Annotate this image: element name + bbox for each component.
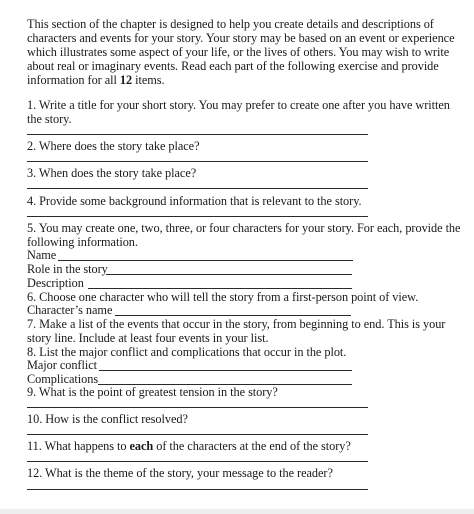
intro-line-4: about real or imaginary events. Read each part of the following exercise and provide bbox=[27, 59, 439, 73]
question-1-line-1: 1. Write a title for your short story. You may prefer to create one after you have written bbox=[27, 98, 450, 112]
answer-line-3[interactable] bbox=[27, 188, 368, 189]
intro-line-2: characters and events for your story. Your story may be based on an event or experience bbox=[27, 31, 455, 45]
description-field[interactable] bbox=[88, 288, 352, 289]
answer-line-12[interactable] bbox=[27, 489, 368, 490]
question-11-emphasis: each bbox=[129, 439, 154, 453]
question-5-line-1: 5. You may create one, two, three, or four characters for your story. For each, provide the bbox=[27, 221, 461, 235]
item-count: 12 bbox=[119, 73, 133, 87]
answer-line-11[interactable] bbox=[27, 461, 368, 462]
answer-line-2[interactable] bbox=[27, 161, 368, 162]
character-name-field[interactable] bbox=[115, 315, 351, 316]
intro-line-5-suffix: items. bbox=[132, 73, 165, 87]
intro-line-1: This section of the chapter is designed to help you create details and descriptions of bbox=[27, 17, 434, 31]
answer-line-1[interactable] bbox=[27, 134, 368, 135]
question-4: 4. Provide some background information that is relevant to the story. bbox=[27, 194, 362, 208]
question-6: 6. Choose one character who will tell the story from a first-person point of view. bbox=[27, 290, 419, 304]
answer-line-9[interactable] bbox=[27, 407, 368, 408]
major-conflict-field[interactable] bbox=[99, 370, 352, 371]
complications-label: Complications bbox=[27, 372, 99, 386]
name-label: Name bbox=[27, 248, 57, 262]
answer-line-10[interactable] bbox=[27, 434, 368, 435]
description-label: Description bbox=[27, 276, 84, 290]
question-11 bbox=[27, 439, 351, 453]
question-7-line-2: story line. Include at least four events in your list. bbox=[27, 331, 269, 345]
page-bottom-edge bbox=[0, 509, 474, 514]
role-label: Role in the story bbox=[27, 262, 108, 276]
question-10: 10. How is the conflict resolved? bbox=[27, 412, 188, 426]
major-conflict-label: Major conflict bbox=[27, 358, 97, 372]
answer-line-4[interactable] bbox=[27, 216, 368, 217]
question-11-prefix: 11. What happens to bbox=[27, 439, 130, 453]
intro-line-5-prefix: information for all bbox=[27, 73, 120, 87]
name-field[interactable] bbox=[58, 260, 353, 261]
question-8: 8. List the major conflict and complications that occur in the plot. bbox=[27, 345, 347, 359]
question-7-line-1: 7. Make a list of the events that occur in the story, from beginning to end. This is your bbox=[27, 317, 446, 331]
intro-line-5 bbox=[27, 73, 165, 87]
question-5-line-2: following information. bbox=[27, 235, 138, 249]
question-11-suffix: of the characters at the end of the story? bbox=[153, 439, 351, 453]
question-2: 2. Where does the story take place? bbox=[27, 139, 200, 153]
role-field[interactable] bbox=[106, 274, 352, 275]
character-name-label: Character’s name bbox=[27, 303, 113, 317]
intro-line-3: which illustrates some aspect of your life, or the lives of others. You may wish to write bbox=[27, 45, 450, 59]
question-9: 9. What is the point of greatest tension in the story? bbox=[27, 385, 278, 399]
question-1-line-2: the story. bbox=[27, 112, 72, 126]
question-12: 12. What is the theme of the story, your message to the reader? bbox=[27, 466, 333, 480]
question-3: 3. When does the story take place? bbox=[27, 166, 197, 180]
